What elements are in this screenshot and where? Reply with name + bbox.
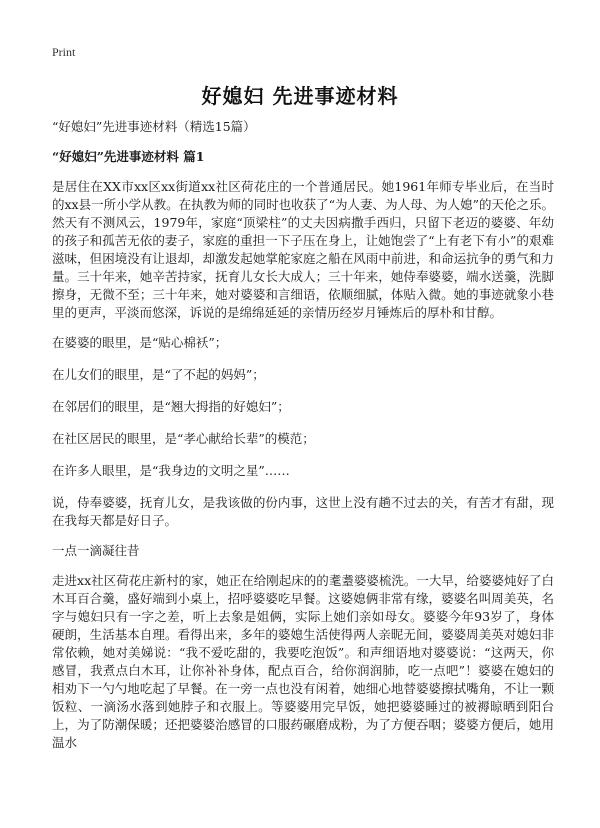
paragraph-children: 在儿女们的眼里，是“了不起的妈妈”； bbox=[52, 367, 265, 382]
paragraph-story: 走进xx社区荷花庄新村的家，她正在给刚起床的的耄耋婆婆梳洗。一大早，给婆婆炖好了白木耳百合羹，盛好端到小桌上，招呼婆婆吃早餐。这婆媳俩非常有缘，婆婆名叫周美英，名字与媳妇只有一字之差，听上去象是姐俩，实际上她们亲如母女。婆婆今年93岁了，身体硬朗，生活基本自理。看得出来，多年的婆媳生活使得两人亲昵无间，婆婆周美英对媳妇非常依赖，她对美娣说：“我不爱吃甜的，我要吃泡饭”。和声细语地对婆婆说：“这两天，你感冒，我煮点白木耳，让你补补身体，配点百合，给你润润肺，吃一点吧”！婆婆在媳妇的相劝下一勺勺地吃起了早餐。在一旁一点也没有闲着，她细心地替婆婆擦拭嘴角，不让一颗饭粒、一滴汤水落到她脖子和衣服上。等婆婆用完早饭，她把婆婆睡过的被褥晾晒到阳台上，为了防潮保暖；还把婆婆治感冒的口服药碾磨成粉，为了方便吞咽；婆婆方便后，她用温水 bbox=[52, 573, 554, 750]
paragraph-mother-in-law: 在婆婆的眼里，是“贴心棉袄”； bbox=[52, 335, 228, 350]
paragraph-neighbors: 在邻居们的眼里，是“翘大拇指的好媳妇”； bbox=[52, 399, 290, 414]
paragraph-intro: 是居住在XX市xx区xx街道xx社区荷花庄的一个普通居民。她1961年师专毕业后，在当时的xx县一所小学从教。在执教为师的同时也收获了“为人妻、为人母、为人媳”的天伦之乐。然天有不测风云，1979年，家庭“顶梁柱”的丈夫因病撒手西归，只留下老迈的婆婆、年幼的孩子和孤苦无依的妻子，家庭的重担一下子压在身上，让她饱尝了“上有老下有小”的艰难滋味，但困境没有让退却，却激发起她掌舵家庭之船在风雨中前进，和命运抗争的勇气和力量。三十年来，她辛苦持家，抚育儿女长大成人；三十年来，她侍奉婆婆，端水送羹，洗脚擦身，无微不至；三十年来，她对婆婆和言细语，依顺细腻，体贴入微。她的事迹就象小巷里的更声，平淡而悠深，诉说的是绵绵延延的亲情历经岁月锤炼后的厚朴和甘醇。 bbox=[52, 179, 554, 320]
document-subtitle: “好媳妇”先进事迹材料（精选15篇） bbox=[52, 119, 256, 134]
print-label: Print bbox=[52, 45, 76, 59]
section-heading: “好媳妇”先进事迹材料 篇1 bbox=[52, 149, 205, 164]
subsection-heading: 一点一滴凝往昔 bbox=[52, 543, 140, 558]
document-title: 好媳妇 先进事迹材料 bbox=[201, 84, 399, 108]
paragraph-community: 在社区居民的眼里，是“孝心献给长辈”的模范； bbox=[52, 431, 315, 446]
paragraph-many-people: 在许多人眼里，是“我身边的文明之星”…… bbox=[52, 463, 290, 478]
paragraph-quote: 说，侍奉婆婆，抚育儿女，是我该做的份内事，这世上没有趟不过去的关，有苦才有甜，现在我每天都是好日子。 bbox=[52, 495, 554, 528]
document-body bbox=[52, 118, 554, 764]
